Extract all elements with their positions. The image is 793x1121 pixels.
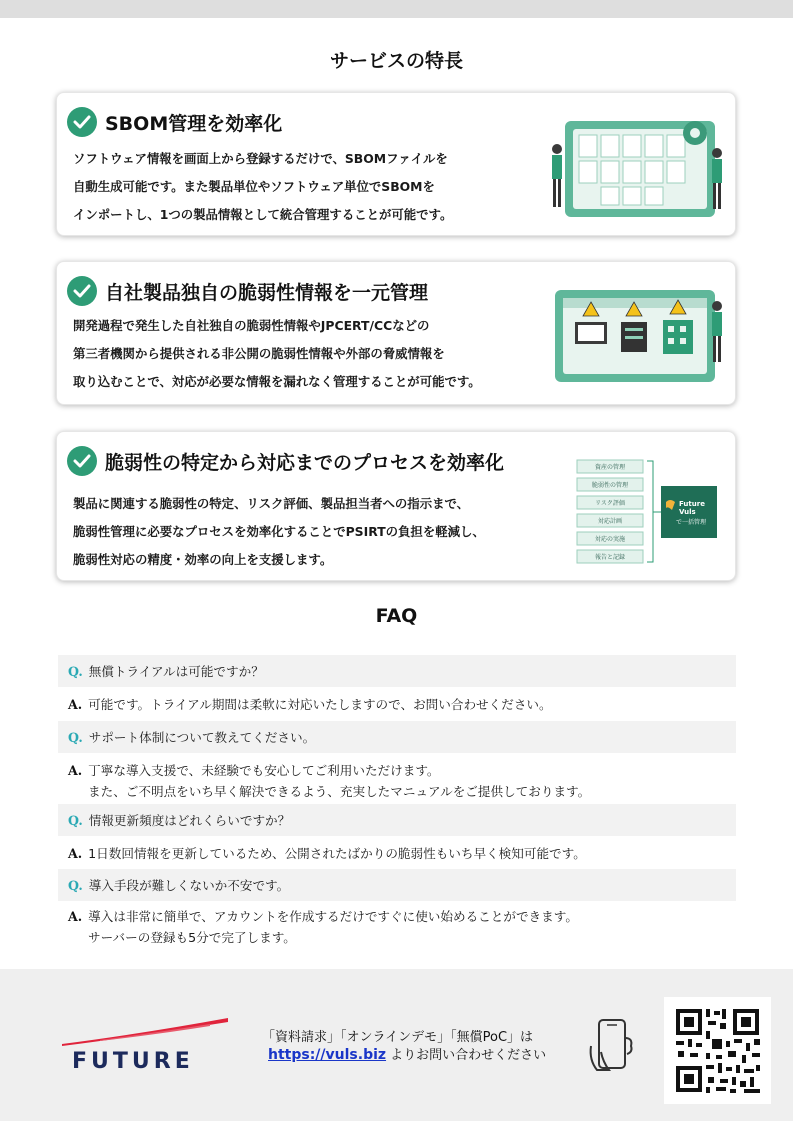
faq-answer [58,843,736,864]
q-mark: Q. [68,878,83,893]
q-mark: Q. [68,664,83,679]
check-icon [67,446,97,476]
card-header [67,276,428,306]
body-line: 取り込むことで、対応が必要な情報を漏れなく管理することが可能です。 [73,374,481,389]
question-text: 情報更新頻度はどれくらいですか？ [88,813,291,828]
answer-text: 導入は非常に簡単で、アカウントを作成するだけですぐに使い始めることができます。 [88,909,578,924]
website-link[interactable]: https://vuls.biz [268,1047,387,1063]
body-line: 開発過程で発生した自社独自の脆弱性情報やJPCERT/CCなどの [73,318,430,333]
card-header [67,446,504,476]
faq-answer [58,694,736,715]
body-line: 自動生成可能です。また製品単位やソフトウェア単位でSBOMを [73,179,435,194]
step-label: 資産の管理 [594,464,626,471]
faq-answer [58,760,736,802]
faq-question [58,804,736,836]
qr-code[interactable] [664,997,771,1104]
step-label: 脆弱性の管理 [591,482,629,489]
card-title: SBOM管理を効率化 [105,112,283,135]
body-line: 脆弱性対応の精度・効率の向上を支援します。 [73,552,333,567]
box-line2: Vuls [679,508,696,516]
contact-suffix: よりお問い合わせください [386,1048,547,1063]
card-body [73,145,452,229]
faq-question [58,869,736,901]
step-label: リスク評価 [595,500,625,507]
a-mark: A. [68,846,83,861]
card-body [73,312,481,396]
q-mark: Q. [68,730,83,745]
body-line: 製品に関連する脆弱性の特定、リスク評価、製品担当者への指示まで、 [73,496,470,511]
process-diagram [575,458,721,570]
body-line: 第三者機関から提供される非公開の脆弱性情報や外部の脅威情報を [73,346,445,361]
answer-text: 1日数回情報を更新しているため、公開されたばかりの脆弱性もいち早く検知可能です。 [88,846,586,861]
a-mark: A. [68,909,83,924]
feature-card-vuln-info [56,261,736,405]
feature-card-sbom [56,92,736,236]
phone-hand-icon [587,1016,635,1074]
faq-question [58,721,736,753]
card-header [67,107,282,137]
box-line1: Future [679,500,705,508]
faq-answer [58,906,736,948]
step-label: 対応の実施 [594,536,626,543]
a-mark: A. [68,763,83,778]
question-text: 無償トライアルは可能ですか？ [88,664,264,679]
body-line: ソフトウェア情報を画面上から登録するだけで、SBOMファイルを [73,151,448,166]
card-title: 自社製品独自の脆弱性情報を一元管理 [105,281,429,304]
faq-question [58,655,736,687]
top-band [0,0,793,18]
future-logo-swoosh [60,1014,232,1048]
step-label: 報告と記録 [594,554,626,561]
a-mark: A. [68,697,83,712]
contact-text: 「資料請求」「オンラインデモ」「無償PoC」は [262,1030,534,1045]
future-logo: FUTURE [72,1049,194,1074]
answer-text: 可能です。トライアル期間は柔軟に対応いたしますので、お問い合わせください。 [88,697,552,712]
answer-text-line2: また、ご不明点をいち早く解決できるよう、充実したマニュアルをご提供しております。 [88,784,591,799]
features-title: サービスの特長 [329,50,463,72]
step-label: 対応計画 [597,518,623,525]
feature-card-process [56,431,736,581]
body-line: インポートし、1つの製品情報として統合管理することが可能です。 [73,207,453,222]
check-icon [67,107,97,137]
vulnerability-illustration [545,284,725,392]
q-mark: Q. [68,813,83,828]
card-body [73,490,485,574]
contact-line [268,1044,546,1063]
answer-text: 丁寧な導入支援で、未経験でも安心してご利用いただけます。 [88,763,440,778]
box-line3: で一括管理 [676,519,707,526]
card-title: 脆弱性の特定から対応までのプロセスを効率化 [105,451,505,474]
check-icon [67,276,97,306]
body-line: 脆弱性管理に必要なプロセスを効率化することでPSIRTの負担を軽減し、 [73,524,485,539]
sbom-illustration [545,113,725,223]
question-text: サポート体制について教えてください。 [88,730,316,745]
answer-text-line2: サーバーの登録も5分で完了します。 [88,930,296,945]
question-text: 導入手段が難しくないか不安です。 [88,878,290,893]
faq-title: FAQ [375,605,418,627]
